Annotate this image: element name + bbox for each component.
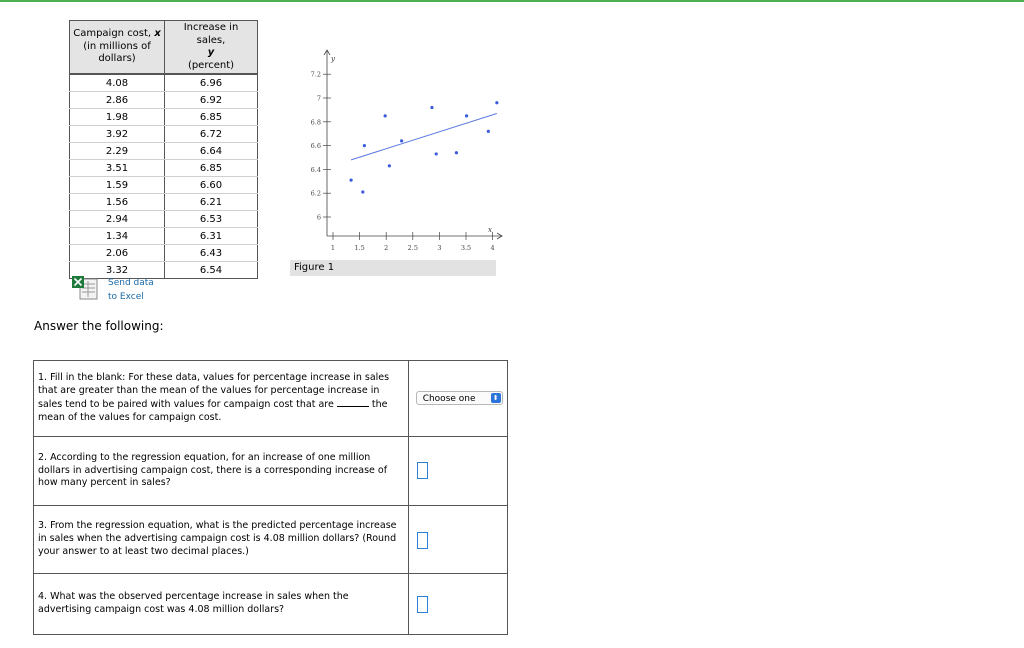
table-row xyxy=(70,74,258,92)
table-row xyxy=(70,228,258,245)
campaign-cost-cell: 2.94 xyxy=(70,211,165,228)
sales-increase-cell: 6.72 xyxy=(165,126,258,143)
data-point xyxy=(495,101,498,104)
data-table xyxy=(69,20,258,279)
sales-increase-cell: 6.60 xyxy=(165,177,258,194)
figure-caption: Figure 1 xyxy=(290,260,496,276)
table-row xyxy=(70,245,258,262)
table-row xyxy=(70,160,258,177)
sales-increase-cell: 6.96 xyxy=(165,74,258,92)
sales-increase-cell: 6.53 xyxy=(165,211,258,228)
dropdown-arrow-icon: ⬍ xyxy=(491,393,501,403)
y-tick-label: 6.4 xyxy=(310,165,321,174)
send-to-excel-label[interactable]: Send data to Excel xyxy=(108,278,154,302)
campaign-cost-cell: 3.92 xyxy=(70,126,165,143)
data-point xyxy=(363,144,366,147)
x-tick-label: 1 xyxy=(330,244,336,252)
campaign-cost-cell: 1.98 xyxy=(70,109,165,126)
campaign-cost-cell: 3.32 xyxy=(70,262,165,279)
campaign-cost-cell: 2.86 xyxy=(70,92,165,109)
data-point xyxy=(435,152,438,155)
data-point xyxy=(349,179,352,182)
campaign-cost-cell: 1.34 xyxy=(70,228,165,245)
table-row xyxy=(70,194,258,211)
header-increase-in-sales: Increase in sales, y (percent) xyxy=(165,21,258,75)
y-tick-label: 6.8 xyxy=(310,118,321,127)
sales-increase-cell: 6.54 xyxy=(165,262,258,279)
table-row xyxy=(70,126,258,143)
question-4: 4. What was the observed percentage increase in sales when the advertising campaign cost was 4.08 million dollars? xyxy=(34,574,409,635)
campaign-cost-cell: 2.06 xyxy=(70,245,165,262)
sales-increase-cell: 6.85 xyxy=(165,160,258,177)
data-point xyxy=(384,114,387,117)
data-point xyxy=(400,139,403,142)
question-2: 2. According to the regression equation, for an increase of one million dollars in advertising campaign cost, there is a corresponding increase of how many percent in sales? xyxy=(34,437,409,506)
y-tick-label: 7 xyxy=(316,94,321,103)
top-border xyxy=(0,0,1024,2)
regression-line xyxy=(351,113,497,159)
x-tick-label: 3.5 xyxy=(460,244,472,252)
x-tick-label: 2.5 xyxy=(407,244,418,252)
table-row xyxy=(70,143,258,160)
header-campaign-cost: Campaign cost, x (in millions of dollars) xyxy=(70,21,165,75)
y-axis-label: y xyxy=(331,55,335,63)
table-row xyxy=(70,211,258,228)
x-axis-label: x xyxy=(488,226,492,234)
choose-one-dropdown[interactable]: Choose one ⬍ xyxy=(416,391,503,405)
scatter-plot xyxy=(280,40,510,260)
x-tick-label: 1.5 xyxy=(354,244,365,252)
table-row xyxy=(70,177,258,194)
table-row xyxy=(70,92,258,109)
data-point xyxy=(465,114,468,117)
sales-increase-cell: 6.85 xyxy=(165,109,258,126)
table-row xyxy=(70,109,258,126)
sales-increase-cell: 6.31 xyxy=(165,228,258,245)
y-tick-label: 6 xyxy=(316,213,321,222)
fill-blank xyxy=(337,398,369,407)
question-1: 1. Fill in the blank: For these data, values for percentage increase in sales that are greater than the mean of the values for percentage increase in sales tend to be paired with values for campaign cost that are the mean of the values for campaign cost. xyxy=(34,361,409,437)
answer-heading: Answer the following: xyxy=(34,319,164,333)
campaign-cost-cell: 1.56 xyxy=(70,194,165,211)
campaign-cost-cell: 1.59 xyxy=(70,177,165,194)
excel-icon xyxy=(72,276,98,300)
x-tick-label: 4 xyxy=(490,244,495,252)
data-point xyxy=(455,151,458,154)
questions-table xyxy=(33,360,508,635)
y-tick-label: 7.2 xyxy=(310,70,321,79)
y-tick-label: 6.6 xyxy=(310,142,321,151)
data-point xyxy=(361,190,364,193)
sales-increase-cell: 6.64 xyxy=(165,143,258,160)
answer-3-input[interactable] xyxy=(417,532,428,549)
campaign-cost-cell: 4.08 xyxy=(70,74,165,92)
data-point xyxy=(430,106,433,109)
sales-increase-cell: 6.92 xyxy=(165,92,258,109)
sales-increase-cell: 6.21 xyxy=(165,194,258,211)
answer-2-input[interactable] xyxy=(417,462,428,479)
data-point xyxy=(487,130,490,133)
answer-4-input[interactable] xyxy=(417,596,428,613)
x-tick-label: 2 xyxy=(384,244,389,252)
x-tick-label: 3 xyxy=(437,244,442,252)
question-3: 3. From the regression equation, what is the predicted percentage increase in sales when the advertising campaign cost is 4.08 million dollars? (Round your answer to at least two decimal places.) xyxy=(34,506,409,574)
campaign-cost-cell: 3.51 xyxy=(70,160,165,177)
data-point xyxy=(388,164,391,167)
campaign-cost-cell: 2.29 xyxy=(70,143,165,160)
y-tick-label: 6.2 xyxy=(310,189,321,198)
sales-increase-cell: 6.43 xyxy=(165,245,258,262)
